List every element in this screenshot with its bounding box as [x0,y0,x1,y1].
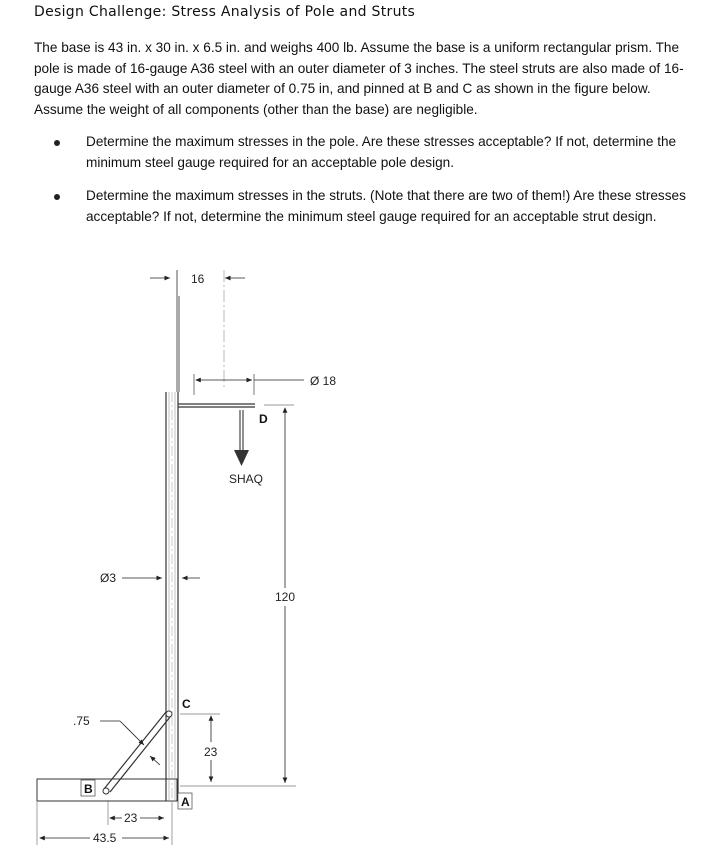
dimension-top [150,270,245,388]
point-d-label: D [259,412,268,426]
point-c-label: C [182,697,191,711]
dim-strut-diameter-label: .75 [73,714,90,728]
load-label: SHAQ [229,472,264,486]
point-b-label: B [84,782,93,796]
dim-strut-horizontal-label: 23 [124,811,138,825]
page-title: Design Challenge: Stress Analysis of Pole and Struts [34,4,416,20]
load-point-d [229,410,268,486]
point-a-label: A [181,795,190,809]
problem-statement: The base is 43 in. x 30 in. x 6.5 in. and weighs 400 lb. Assume the base is a uniform rectangular prism. The pole is made of 16-gauge A36 steel with an outer diameter of 3 inches. The steel struts are also made of 16-gauge A36 steel with an outer diameter of 0.75 in, and pinned at B and C as shown in the figure below. Assume the weight of all components (other than the base) are negligible. [34,40,684,117]
sign-arm [178,404,255,407]
dimension-pole-diameter [100,571,200,585]
down-arrow-icon [234,450,249,466]
pole-top [177,270,179,392]
pole [166,392,178,801]
dimension-sign-diameter [194,374,336,395]
dimension-strut-horizontal [108,800,164,825]
dimension-strut-diameter [73,714,160,765]
pin-b-icon [103,788,109,794]
dimension-strut-height [180,714,220,782]
dim-strut-height-label: 23 [204,745,218,759]
dim-height-label: 120 [275,590,296,604]
dim-pole-diameter-label: Ø3 [100,571,117,585]
dim-top-label: 16 [191,272,205,286]
task-item-struts: Determine the maximum stresses in the struts. (Note that there are two of them!) Are these stresses acceptable? If not, determine the minimum steel gauge required for an acceptable strut design. [86,188,686,224]
dim-sign-diameter-label: Ø 18 [310,374,337,388]
task-item-pole: Determine the maximum stresses in the pole. Are these stresses acceptable? If not, determine the minimum steel gauge required for an acceptable pole design. [86,134,677,170]
dimension-height [180,405,296,786]
dimension-base-length [37,802,172,845]
strut [103,711,172,794]
pin-c-icon [166,711,172,717]
dim-base-length-label: 43.5 [93,831,117,845]
